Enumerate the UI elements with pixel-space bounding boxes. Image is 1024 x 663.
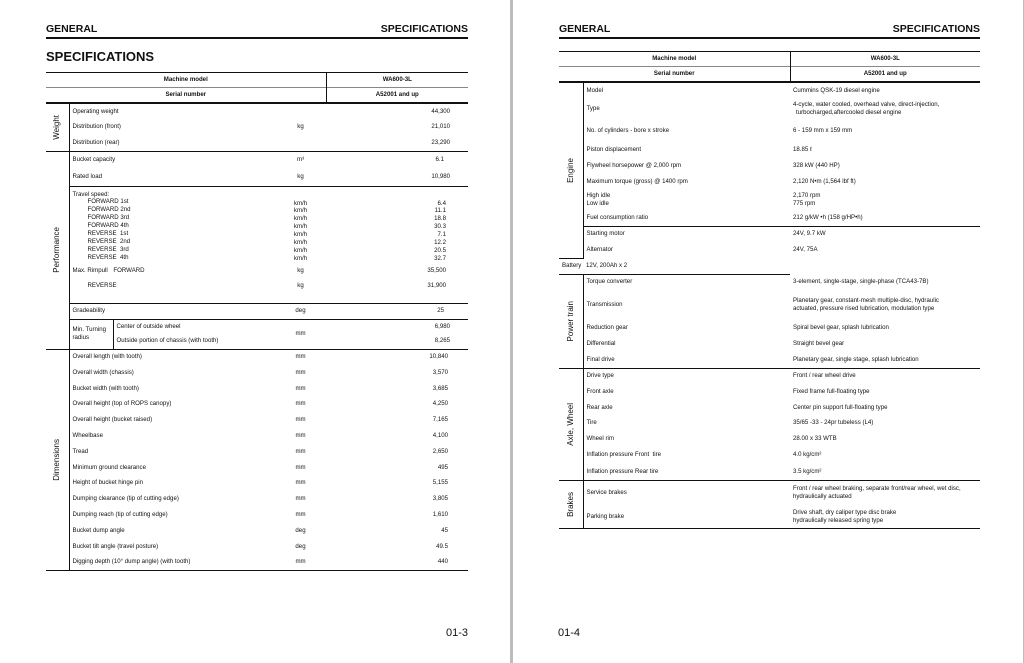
spec-label: Overall length (with tooth) — [72, 353, 142, 361]
table-row — [46, 103, 468, 119]
spec-table-left — [46, 72, 468, 571]
header-left: GENERAL — [46, 23, 98, 35]
page-number: 01-3 — [446, 627, 469, 639]
table-row — [559, 505, 980, 529]
table-row — [559, 258, 980, 274]
spec-label: Bucket width (with tooth) — [72, 384, 139, 392]
table-row — [46, 554, 468, 570]
spec-label: Distribution (rear) — [69, 135, 275, 151]
spec-label: Outside portion of chassis (with tooth) — [113, 334, 275, 349]
section-engine: Engine — [559, 82, 583, 258]
spec-label: Gradeability — [69, 303, 275, 319]
spec-label: Flywheel horsepower @ 2,000 rpm — [586, 162, 682, 170]
spec-value: 495 — [437, 463, 449, 471]
spec-value: 4,250 — [432, 400, 449, 408]
spec-label: Type — [586, 105, 600, 113]
spec-value: Planetary gear, constant-mesh multiple-disc, hydraulic actuated, pressure rised lubrication, modulation type — [793, 297, 939, 312]
table-row — [559, 368, 980, 384]
spec-label: Operating weight — [72, 107, 119, 115]
table-row — [559, 290, 980, 320]
spec-value: 25 — [326, 303, 468, 319]
table-row — [559, 352, 980, 368]
spec-value: 212 g/kW •h (158 g/HP•h) — [790, 210, 980, 226]
spec-label: Overall height (top of ROPS canopy) — [72, 400, 172, 408]
spec-label: Distribution (front) — [72, 123, 121, 131]
rimpull-reverse-label: REVERSE — [87, 282, 117, 290]
table-row — [559, 320, 980, 336]
spec-label: Drive type — [586, 372, 614, 380]
section-dimensions: Dimensions — [46, 349, 69, 570]
table-row — [559, 274, 980, 290]
spec-value: Fixed frame full-floating type — [793, 387, 870, 395]
table-row — [46, 319, 468, 334]
travel-speed-label: Travel speed: — [72, 190, 110, 198]
spec-label: Digging depth (10° dump angle) (with tooth) — [69, 554, 275, 570]
spec-value: Straight bevel gear — [793, 340, 845, 348]
table-row — [559, 82, 980, 98]
spec-unit — [275, 103, 326, 119]
travel-values: 6.4 11.1 18.8 30.3 7.1 12.2 20.5 32.7 35,500 31,900 — [326, 186, 468, 303]
spec-label: Dumping clearance (tip of cutting edge) — [72, 495, 179, 503]
spec-unit: mm — [295, 353, 306, 361]
spec-value: Planetary gear, single stage, splash lubrication — [790, 352, 980, 368]
spec-label: Starting motor — [586, 230, 625, 238]
spec-label: Final drive — [583, 352, 790, 368]
table-row — [46, 412, 468, 428]
turning-radius-label: Min. Turning radius — [69, 319, 113, 349]
spec-label: Torque converter — [586, 278, 633, 286]
table-row — [559, 415, 980, 431]
axle-wheel-body — [559, 368, 980, 481]
table-row — [46, 491, 468, 507]
spec-value: 6,980 — [434, 322, 451, 330]
header-left: GENERAL — [559, 23, 611, 35]
header-right: SPECIFICATIONS — [892, 23, 980, 35]
spec-value: 328 kW (440 HP) — [793, 162, 840, 170]
table-row — [559, 120, 980, 142]
spec-label: Transmission — [586, 301, 623, 309]
table-row — [46, 135, 468, 151]
spec-value: Cummins QSK-19 diesel engine — [793, 86, 880, 94]
spec-label: Bucket tilt angle (travel posture) — [72, 542, 159, 550]
spec-value: 7,165 — [432, 416, 449, 424]
spec-unit: mm — [295, 463, 306, 471]
spec-label: Inflation pressure Rear tire — [583, 463, 790, 481]
machine-model-row — [559, 52, 980, 67]
table-row — [46, 523, 468, 539]
table-row — [46, 365, 468, 381]
table-row — [46, 428, 468, 444]
spec-label: Inflation pressure Front tire — [586, 451, 662, 459]
machine-model-label: Machine model — [46, 73, 326, 88]
spec-value: 23,290 — [326, 135, 468, 151]
spec-value: Center pin support full-floating type — [793, 403, 888, 411]
table-row — [46, 169, 468, 186]
table-row — [559, 142, 980, 158]
spec-value: 6.1 — [435, 156, 445, 164]
spec-unit: mm — [295, 416, 306, 424]
header-rule — [46, 37, 468, 39]
serial-row — [46, 88, 468, 104]
serial-value: A52001 and up — [790, 67, 980, 83]
spec-label: Battery — [559, 258, 583, 274]
machine-model-row — [46, 73, 468, 88]
spec-label: Dumping reach (tip of cutting edge) — [72, 511, 168, 519]
table-row — [46, 381, 468, 397]
travel-speed-gears: FORWARD 1st FORWARD 2nd FORWARD 3rd FORWARD 4th REVERSE 1st REVERSE 2nd REVERSE 3rd REVERSE 4th — [87, 198, 131, 261]
section-performance: Performance — [46, 151, 69, 349]
spec-value: 3,805 — [432, 495, 449, 503]
spec-label: No. of cylinders - bore x stroke — [586, 127, 670, 135]
spec-value: 49.5 — [436, 542, 449, 550]
spec-unit: mm — [275, 554, 326, 570]
table-row — [559, 400, 980, 416]
spec-unit: mm — [295, 384, 306, 392]
spec-value: 2,120 N•m (1,564 lbf ft) — [793, 178, 856, 186]
spec-unit: deg — [295, 542, 306, 550]
spec-value: Spiral bevel gear, splash lubrication — [793, 324, 889, 332]
spec-label: Overall height (bucket raised) — [72, 416, 153, 424]
section-weight: Weight — [46, 103, 69, 151]
spec-value: 4-cycle, water cooled, overhead valve, direct-injection, turbocharged,aftercooled diesel engine — [793, 101, 940, 116]
spec-value: Front / rear wheel drive — [793, 372, 856, 380]
spec-unit: m³ — [296, 156, 305, 164]
table-row — [46, 444, 468, 460]
spec-unit: deg — [275, 303, 326, 319]
table-row — [46, 119, 468, 135]
spec-label: Height of bucket hinge pin — [72, 479, 143, 487]
header-right: SPECIFICATIONS — [380, 23, 468, 35]
spec-unit: mm — [295, 479, 306, 487]
table-row — [559, 384, 980, 400]
spec-label: Front axle — [586, 387, 614, 395]
spec-label: Rear axle — [586, 403, 613, 411]
spec-value: Front / rear wheel braking, separate front/rear wheel, wet disc, hydraulically actuated — [793, 485, 961, 501]
spec-label: Maximum torque (gross) @ 1400 rpm — [586, 178, 688, 186]
dimensions-body — [46, 349, 468, 570]
machine-model-value: WA600-3L — [326, 73, 468, 88]
page-title: SPECIFICATIONS — [46, 49, 155, 64]
spec-value: 21,010 — [431, 123, 451, 131]
spec-label: Fuel consumption ratio — [583, 210, 790, 226]
spec-label: Reduction gear — [586, 324, 628, 332]
header-rule — [559, 37, 980, 39]
spec-value: Drive shaft, dry caliper type disc brake hydraulically released spring type — [790, 505, 980, 529]
spec-label: Overall width (chassis) — [72, 368, 134, 376]
spec-unit: deg — [295, 526, 306, 534]
serial-row — [559, 67, 980, 83]
table-row — [559, 431, 980, 447]
spec-value: 35/65 -33 - 24pr tubeless (L4) — [793, 419, 874, 427]
table-row — [559, 158, 980, 174]
serial-label: Serial number — [46, 88, 326, 104]
table-row — [46, 349, 468, 365]
table-row — [46, 460, 468, 476]
table-row — [559, 242, 980, 258]
spec-unit: kg — [275, 169, 326, 186]
table-row — [559, 210, 980, 226]
machine-model-label: Machine model — [559, 52, 790, 67]
serial-value: A52001 and up — [326, 88, 468, 104]
spec-label: Bucket capacity — [72, 156, 116, 164]
section-power-train: Power train — [559, 274, 583, 368]
table-row — [559, 447, 980, 463]
spec-value: 44,300 — [431, 107, 451, 115]
spec-unit: mm — [295, 511, 306, 519]
table-row — [46, 396, 468, 412]
table-row — [559, 481, 980, 505]
rimpull-forward-label: FORWARD — [113, 267, 145, 275]
spec-unit: mm — [295, 447, 306, 455]
spec-unit — [275, 135, 326, 151]
spec-table-right — [559, 51, 980, 529]
spec-label: Minimum ground clearance — [72, 463, 146, 471]
spec-value: 12V, 200Ah x 2 — [583, 258, 790, 274]
spec-value: 45 — [441, 526, 449, 534]
spec-label: Tire — [586, 419, 597, 427]
table-row — [46, 475, 468, 491]
spec-unit: mm — [295, 400, 306, 408]
spec-label: Center of outside wheel — [113, 319, 275, 334]
table-row — [46, 303, 468, 319]
spec-label: Bucket dump angle — [72, 526, 125, 534]
spec-value: 440 — [326, 554, 468, 570]
spec-value: 24V, 9.7 kW — [793, 230, 826, 238]
table-row — [46, 151, 468, 169]
spec-label: High idle Low idle — [586, 192, 611, 207]
table-row — [559, 226, 980, 242]
spec-label: Model — [586, 86, 604, 94]
spec-label: Parking brake — [583, 505, 790, 529]
table-row — [46, 507, 468, 523]
section-axle-wheel: Axle, Wheel — [559, 368, 583, 481]
spec-unit: mm — [295, 495, 306, 503]
table-row — [559, 174, 980, 190]
spec-label: Rated load — [69, 169, 275, 186]
spec-value: 24V, 75A — [793, 246, 818, 254]
spec-value: 3.5 kg/cm² — [790, 463, 980, 481]
page-number: 01-4 — [558, 627, 581, 639]
spec-value: 4,100 — [432, 432, 449, 440]
spec-label: Alternator — [586, 246, 613, 254]
spec-value: 1,610 — [432, 511, 449, 519]
machine-model-value: WA600-3L — [790, 52, 980, 67]
rimpull-label: Max. Rimpull — [72, 267, 108, 275]
spec-value: 10,980 — [326, 169, 468, 186]
spec-value: 10,840 — [429, 353, 449, 361]
serial-label: Serial number — [559, 67, 790, 83]
spec-value: 18.85 ℓ — [793, 146, 812, 154]
travel-rimpull-labels — [69, 186, 275, 303]
spec-value: 2,650 — [432, 447, 449, 455]
page-left — [0, 0, 510, 663]
table-row — [559, 190, 980, 210]
section-brakes: Brakes — [559, 481, 583, 529]
spec-value: 2,170 rpm 775 rpm — [793, 192, 821, 207]
spec-value: 6 - 159 mm x 159 mm — [793, 127, 853, 135]
spec-value: 28.00 x 33 WTB — [793, 435, 837, 443]
spec-unit: mm — [295, 432, 306, 440]
spec-unit: mm — [275, 319, 326, 349]
table-row — [46, 186, 468, 303]
spec-value: 4.0 kg/cm² — [793, 451, 822, 459]
table-row — [46, 539, 468, 555]
spec-value: 8,265 — [326, 334, 468, 349]
spec-label: Differential — [586, 340, 616, 348]
spec-label: Service brakes — [586, 489, 627, 497]
spec-value: 3-element, single-stage, single-phase (TCA43-7B) — [793, 278, 929, 286]
spec-label: Tread — [72, 447, 89, 455]
page-right — [513, 0, 1023, 663]
spec-label: Wheelbase — [72, 432, 103, 440]
spec-label: Wheel rim — [586, 435, 614, 443]
travel-units: km/h km/h km/h km/h km/h km/h km/h km/h kg kg — [275, 186, 326, 303]
spec-value: 5,155 — [432, 479, 449, 487]
spec-value: 3,570 — [432, 368, 449, 376]
spec-label: Piston displacement — [586, 146, 642, 154]
table-row — [559, 336, 980, 352]
table-row — [559, 463, 980, 481]
table-row — [559, 98, 980, 120]
spec-unit: mm — [295, 368, 306, 376]
spec-unit: kg — [297, 123, 304, 131]
spec-value: 3,685 — [432, 384, 449, 392]
